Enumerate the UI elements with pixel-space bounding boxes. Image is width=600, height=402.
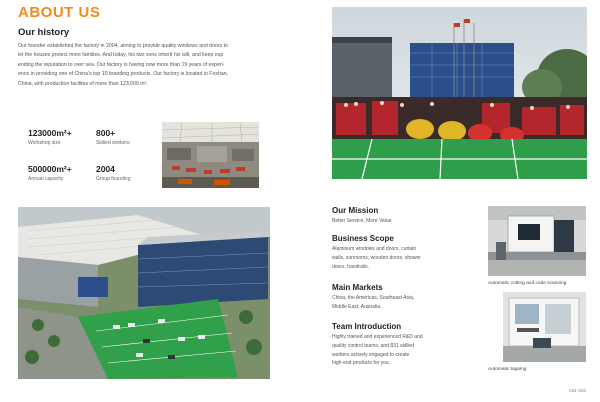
mission-line: Better Service, More Value. [332, 218, 393, 224]
page-title: ABOUT US [18, 4, 101, 21]
scope-line: Aluminum windows and doors, curtain [332, 246, 417, 252]
stat-annual-capacity [28, 164, 72, 182]
history-paragraph [18, 42, 318, 89]
history-line: China, with production facilites of more than 123,000 m². [18, 80, 148, 87]
tapping-machine-photo [503, 292, 586, 362]
team-line: Highly trained and experienced R&D and [332, 334, 423, 340]
markets-line: China, the Americas, Southeast Asia, [332, 295, 415, 301]
stat-label: Workshop size [28, 140, 61, 146]
main-markets-heading: Main Markets [332, 283, 383, 292]
tapping-caption: Automatic tapping [488, 367, 527, 372]
business-scope-heading: Business Scope [332, 234, 394, 243]
business-scope-text [332, 245, 421, 271]
scope-line: doors, handrails. [332, 263, 369, 270]
markets-line: Middle East, Australia. [332, 303, 382, 310]
history-line: Our founder established the factory in 2004, aiming to provide quality windows and doors to [18, 43, 228, 49]
page-number: 001-002 [569, 388, 586, 393]
stat-skilled-workers [96, 128, 130, 146]
team-line: workers actively engaged to create [332, 351, 410, 358]
staff-group-photo [332, 7, 587, 179]
factory-aerial-photo [18, 207, 270, 379]
mission-heading: Our Mission [332, 206, 379, 215]
stat-value: 123000m²+ [28, 128, 72, 138]
stat-value: 800+ [96, 128, 116, 138]
stat-label: Annual capacity [28, 176, 64, 182]
mission-text [332, 217, 393, 226]
stat-value: 2004 [96, 164, 115, 174]
team-heading: Team Introduction [332, 322, 402, 331]
stat-label: Skilled workers [96, 140, 130, 146]
stat-workshop-size [28, 128, 72, 146]
history-line: ence in providing one of China's top 10 branding products. Our factory is located in Foshan, [18, 71, 229, 78]
main-markets-text [332, 294, 414, 312]
team-line: quality control teams, and 831 skilled [332, 342, 414, 349]
team-line: high-end products for you. [332, 360, 391, 367]
history-line: ending the reputation to over sea. Our factory is having now more than 19 years of experi- [18, 61, 225, 68]
history-heading: Our history [18, 27, 70, 38]
scope-line: walls, sunrooms, wooden doors, shower [332, 254, 421, 261]
team-text [332, 333, 423, 368]
cutting-machine-photo [488, 206, 586, 276]
stat-value: 500000m²+ [28, 164, 72, 174]
workshop-interior-photo [162, 122, 259, 188]
stat-label: Group founding [96, 176, 131, 182]
cutting-caption: Automatic cutting and code scanning [488, 281, 567, 286]
history-line: let the houses protect more families. And today, his two sons inherit his will, and keep exp [18, 52, 224, 59]
stat-group-founding [96, 164, 130, 182]
